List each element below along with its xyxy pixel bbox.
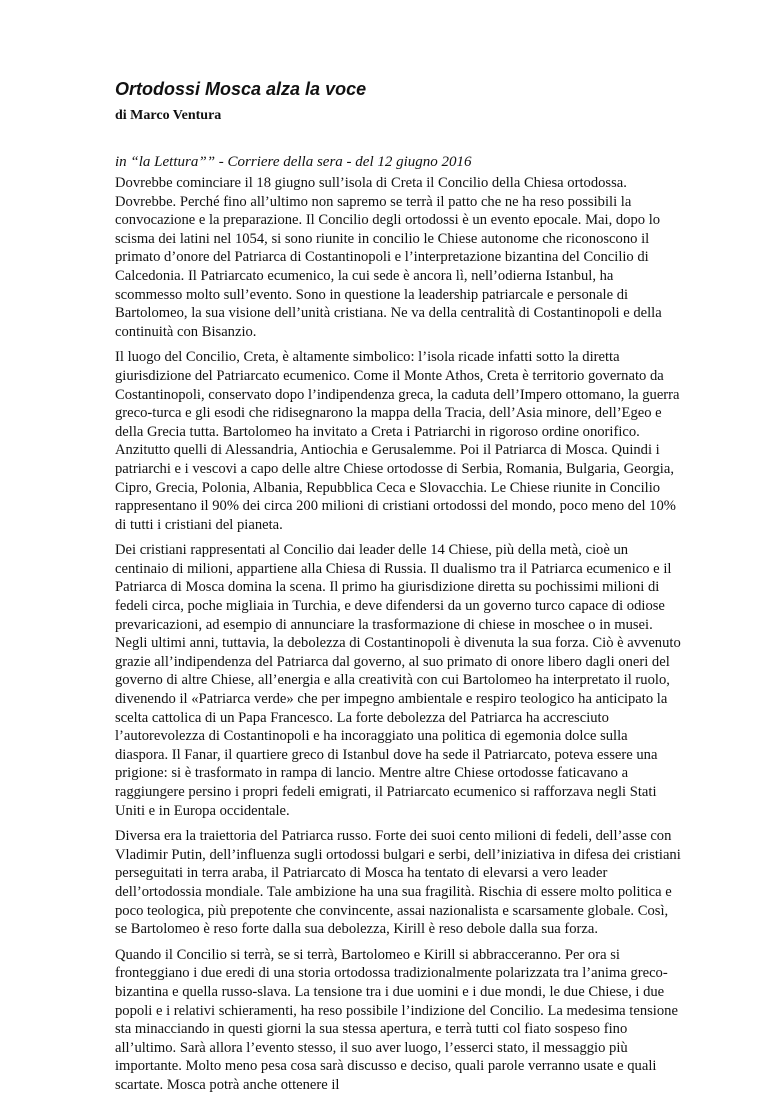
article-title: Ortodossi Mosca alza la voce bbox=[115, 79, 367, 99]
article-source: in “la Lettura”” - Corriere della sera - del 12 giugno 2016 bbox=[115, 154, 472, 170]
paragraph: Dovrebbe cominciare il 18 giugno sull’isola di Creta il Concilio della Chiesa ortodossa. Dovrebbe. Perché fino all’ultimo non sapremo se terrà il patto che ne ha reso possibili la convocazione e la preparazione. Il Concilio degli ortodossi è un evento epocale. Mai, dopo lo scisma dei latini nel 1054, si sono riunite in concilio le Chiese autonome che riconoscono il primato d’onore del Patriarca di Costantinopoli e l’interpretazione bizantina del Concilio di Calcedonia. Il Patriarcato ecumenico, la cui sede è ancora lì, nell’odierna Istanbul, ha scommesso molto sull’evento. Sono in questione la leadership patriarcale e personale di Bartolomeo, la sua visione dell’unità cristiana. Ne va della centralità di Costantinopoli e della continuità con Bisanzio. bbox=[115, 175, 662, 340]
article-author: di Marco Ventura bbox=[115, 108, 222, 123]
paragraph: Quando il Concilio si terrà, se si terrà, Bartolomeo e Kirill si abbracceranno. Per ora si fronteggiano i due eredi di una storia ortodossa tradizionalmente polarizzata tra l’anima greco-bizantina e quella russo-slava. La tensione tra i due uomini e i due mondi, le due Chiese, i due popoli e i relativi schieramenti, ha reso possibile l’indizione del Concilio. La medesima tensione sta minacciando in questi giorni la sua stessa apertura, e terrà tutti col fiato sospeso fino all’ultimo. Sarà allora l’evento stesso, il suo aver luogo, l’esserci stato, il messaggio più importante. Molto meno pesa cosa sarà discusso e deciso, quali parole verranno usate e quali scartate. Mosca potrà anche ottenere il bbox=[115, 946, 678, 1093]
paragraph: Il luogo del Concilio, Creta, è altamente simbolico: l’isola ricade infatti sotto la diretta giurisdizione del Patriarcato ecumenico. Come il Monte Athos, Creta è territorio governato da Costantinopoli, conservato dopo l’indipendenza greca, la caduta dell’Impero ottomano, la guerra greco-turca e gli esodi che ridisegnarono la mappa della Tracia, dell’Asia minore, dell’Egeo e della Grecia tutta. Bartolomeo ha invitato a Creta i Patriarchi in rigoroso ordine onorifico. Anzitutto quelli di Alessandria, Antiochia e Gerusalemme. Poi il Patriarca di Mosca. Quindi i patriarchi e i vescovi a capo delle altre Chiese ortodosse di Serbia, Romania, Bulgaria, Georgia, Cipro, Grecia, Polonia, Albania, Repubblica Ceca e Slovacchia. Le Chiese riunite in Concilio rappresentano il 90% dei circa 200 milioni di cristiani ortodossi del mondo, poco meno del 10% di tutti i cristiani del pianeta. bbox=[115, 349, 680, 533]
article-body bbox=[115, 174, 681, 1102]
paragraph: Diversa era la traiettoria del Patriarca russo. Forte dei suoi cento milioni di fedeli, dell’asse con Vladimir Putin, dell’influenza sugli ortodossi bulgari e serbi, dell’iniziativa in difesa dei cristiani perseguitati in terra araba, il Patriarcato di Mosca ha tentato di elevarsi a vero leader dell’ortodossia mondiale. Tale ambizione ha una sua fragilità. Rischia di essere molto politica e poco teologica, più prepotente che convincente, assai nazionalista e scarsamente globale. Così, se Bartolomeo è reso forte dalla sua debolezza, Kirill è reso debole dalla sua forza. bbox=[115, 828, 681, 938]
paragraph: Dei cristiani rappresentati al Concilio dai leader delle 14 Chiese, più della metà, cioè un centinaio di milioni, appartiene alla Chiesa di Russia. Il dualismo tra il Patriarca ecumenico e il Patriarca di Mosca domina la scena. Il primo ha giurisdizione diretta su pochissimi milioni di fedeli circa, poche migliaia in Turchia, e deve difendersi da un governo turco capace di odiose prevaricazioni, ad esempio di annunciare la trasformazione di chiese in moschee o in musei. Negli ultimi anni, tuttavia, la debolezza di Costantinopoli è divenuta la sua forza. Ciò è avvenuto grazie all’indipendenza del Patriarca dal governo, al suo primato di onore libero dagli oneri del governo di altre Chiese, all’energia e alla creatività con cui Bartolomeo ha interpretato il ruolo, divenendo il «Patriarca verde» che per impegno ambientale e respiro teologico ha anticipato la scelta cattolica di un Papa Francesco. La forte debolezza del Patriarca ha accresciuto l’autorevolezza di Costantinopoli e ha incoraggiato una politica di egemonia dolce sulla diaspora. Il Fanar, il quartiere greco di Istanbul dove ha sede il Patriarcato, poteva essere una prigione: si è trasformato in rampa di lancio. Mentre altre Chiese ortodosse faticavano a raggiungere persino i propri fedeli emigrati, il Patriarcato ecumenico si rafforzava negli Stati Uniti e in Europa occidentale. bbox=[115, 542, 681, 819]
